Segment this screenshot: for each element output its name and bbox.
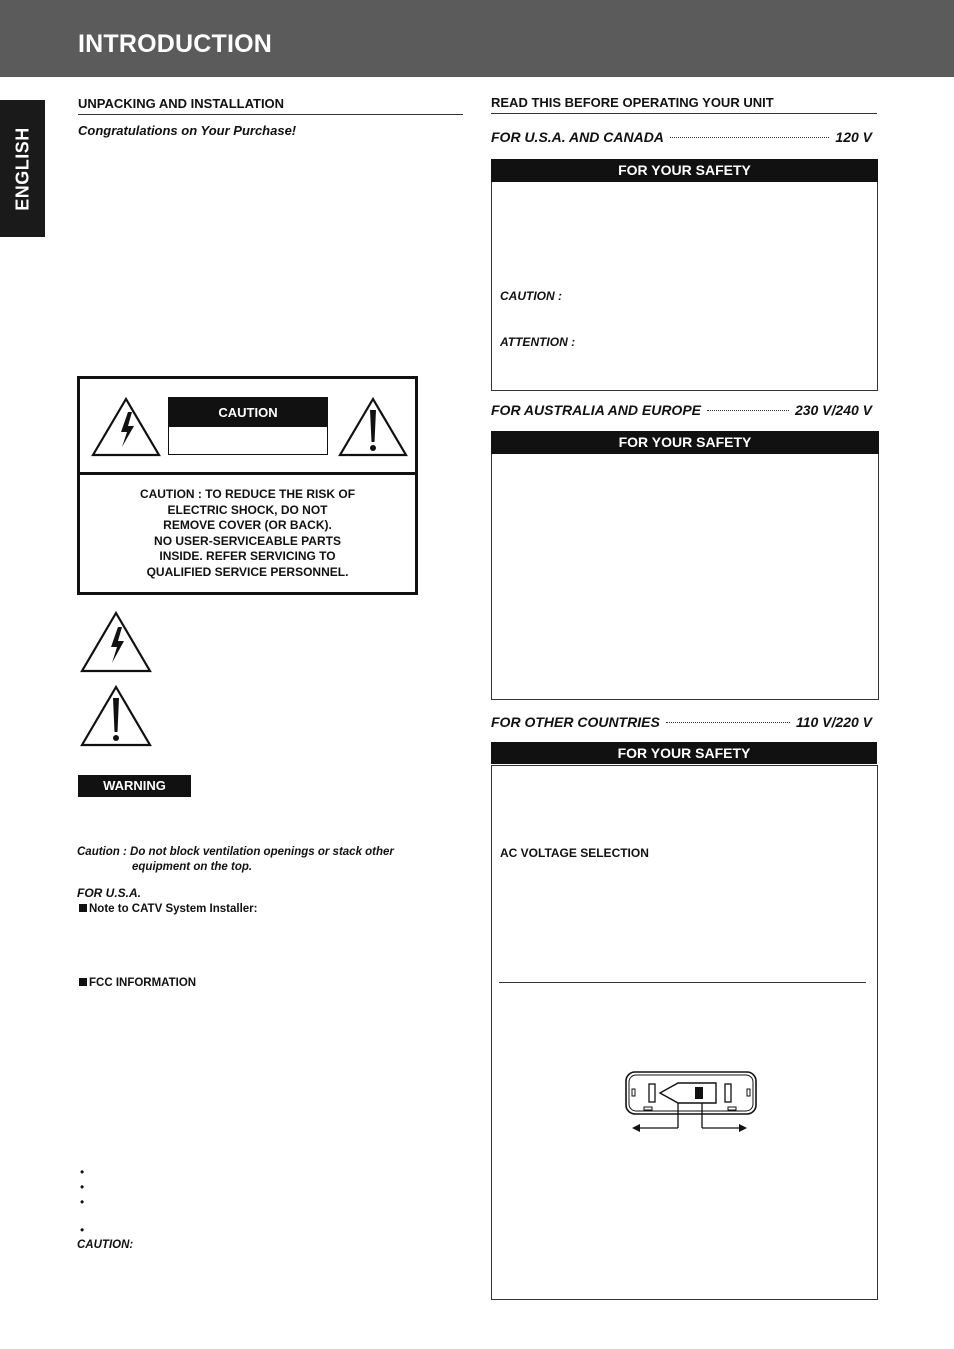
caution-line: INSIDE. REFER SERVICING TO — [159, 549, 336, 563]
leader-dots — [666, 722, 790, 723]
caution-footer-label: CAUTION: — [77, 1239, 134, 1251]
leader-dots — [670, 137, 829, 138]
list-bullet: • — [80, 1165, 85, 1179]
safety-bar: FOR YOUR SAFETY — [491, 159, 878, 182]
usa-canada-voltage-row — [491, 129, 872, 145]
ventilation-caution-line1: Caution : Do not block ventilation openings or stack other — [77, 846, 394, 858]
usa-canada-label: FOR U.S.A. AND CANADA — [491, 129, 664, 145]
caution-label: CAUTION : — [500, 289, 562, 303]
warning-label: WARNING — [78, 775, 191, 797]
caution-panel-text — [80, 487, 415, 580]
catv-note-heading: Note to CATV System Installer: — [79, 903, 258, 915]
lightning-triangle-icon — [79, 610, 153, 674]
caution-divider — [80, 472, 415, 475]
australia-europe-voltage: 230 V/240 V — [794, 402, 872, 418]
ventilation-caution-line2: equipment on the top. — [132, 861, 253, 873]
australia-europe-label: FOR AUSTRALIA AND EUROPE — [491, 402, 701, 418]
read-before-heading: READ THIS BEFORE OPERATING YOUR UNIT — [491, 95, 877, 114]
page-title: INTRODUCTION — [78, 30, 273, 58]
australia-europe-voltage-row — [491, 402, 872, 418]
list-bullet: • — [80, 1195, 85, 1209]
caution-line: ELECTRIC SHOCK, DO NOT — [167, 502, 328, 517]
unpacking-heading: UNPACKING AND INSTALLATION — [78, 96, 463, 115]
lightning-triangle-icon — [90, 396, 162, 458]
language-tab — [0, 100, 45, 237]
language-tab-label: ENGLISH — [12, 126, 32, 211]
caution-line: NO USER-SERVICEABLE PARTS — [154, 533, 341, 548]
caution-panel — [77, 376, 418, 595]
exclamation-triangle-icon — [337, 396, 409, 458]
safety-bar: FOR YOUR SAFETY — [491, 431, 879, 454]
header-bar — [0, 0, 954, 77]
safety-box-other-countries — [491, 765, 878, 1300]
caution-line: QUALIFIED SERVICE PERSONNEL. — [146, 564, 349, 579]
attention-label: ATTENTION : — [500, 335, 576, 349]
fcc-information-heading: FCC INFORMATION — [79, 977, 196, 989]
safety-box-usa-canada — [491, 159, 878, 391]
caution-label-box — [168, 397, 328, 455]
safety-bar: FOR YOUR SAFETY — [491, 742, 877, 764]
leader-dots — [707, 410, 789, 411]
other-countries-voltage-row — [491, 714, 872, 730]
other-countries-voltage: 110 V/220 V — [795, 714, 872, 730]
list-bullet: • — [80, 1180, 85, 1194]
ac-voltage-selection-heading: AC VOLTAGE SELECTION — [500, 846, 649, 860]
for-usa-heading: FOR U.S.A. — [77, 886, 142, 900]
list-bullet: • — [80, 1223, 85, 1237]
caution-line: CAUTION : TO REDUCE THE RISK OF — [139, 487, 356, 501]
usa-canada-voltage: 120 V — [835, 129, 872, 145]
congratulations-heading: Congratulations on Your Purchase! — [78, 123, 297, 138]
caution-line: REMOVE COVER (OR BACK). — [163, 518, 332, 532]
divider-line — [499, 982, 866, 983]
safety-box-australia-europe — [491, 431, 879, 700]
other-countries-label: FOR OTHER COUNTRIES — [491, 714, 660, 730]
caution-label: CAUTION — [169, 398, 327, 427]
voltage-selector-diagram — [622, 1068, 758, 1140]
exclamation-triangle-icon — [79, 684, 153, 748]
